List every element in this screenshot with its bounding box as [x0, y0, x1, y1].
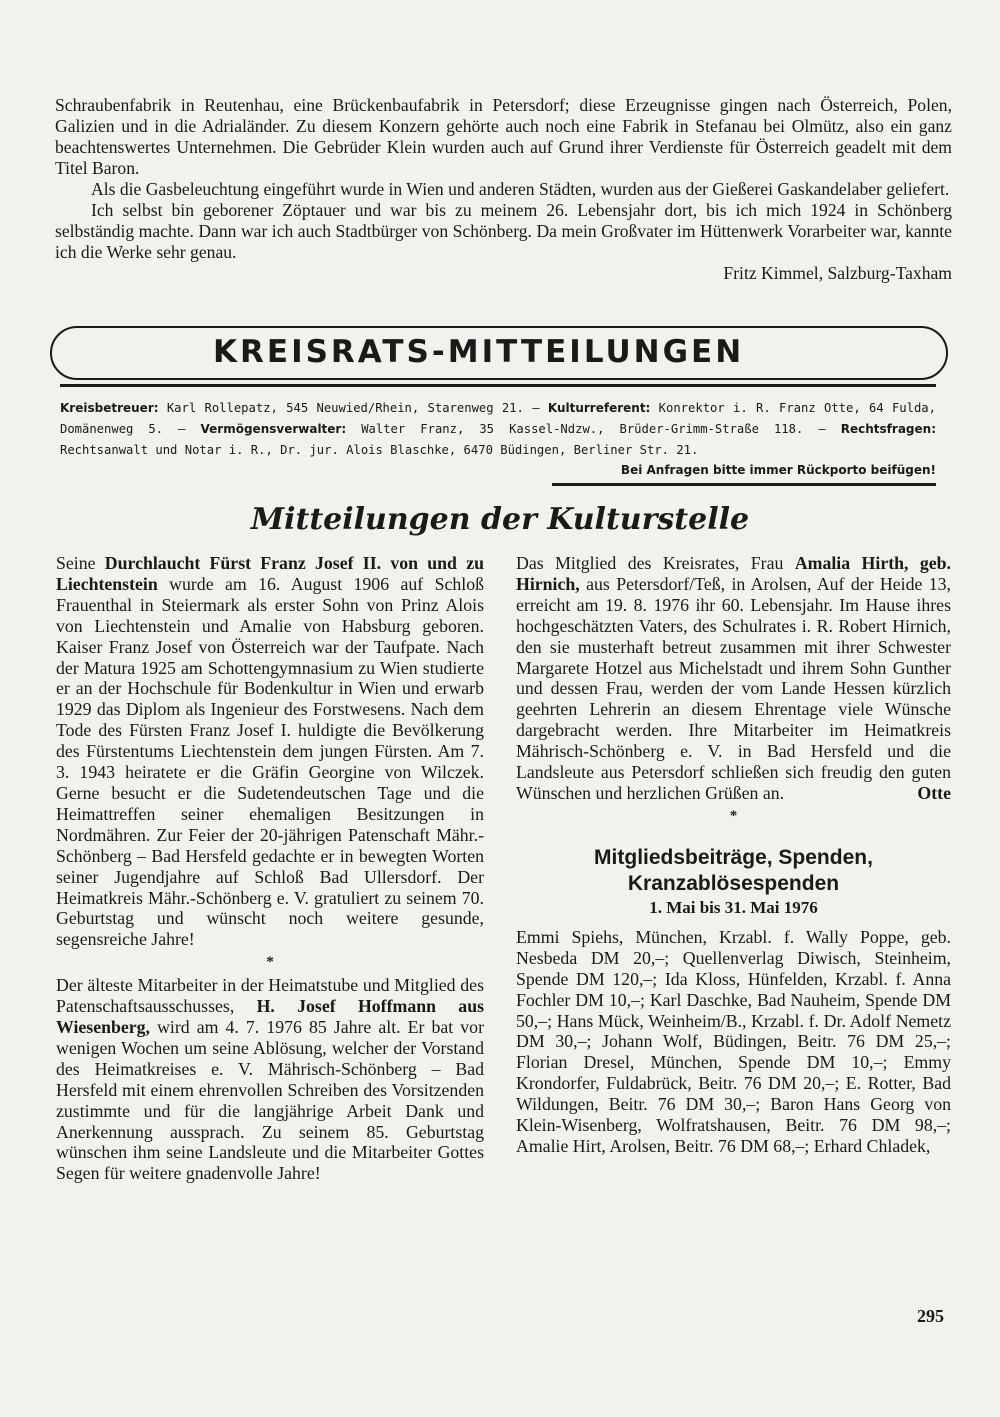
banner-title: KREISRATS-MITTEILUNGEN [213, 334, 745, 370]
article-bold: Durchlaucht Fürst Franz Josef II. von und zu Liechtenstein [56, 553, 485, 594]
right-column [516, 553, 951, 1157]
intro-signature: Fritz Kimmel, Salzburg-Taxham [723, 263, 952, 283]
donations-list: Emmi Spiehs, München, Krzabl. f. Wally Poppe, geb. Nesbeda DM 20,–; Quellenverlag Diwisch, Steinheim, Spende DM 120,–; Ida Kloss, Hünfelden, Krzabl. f. Anna Fochler DM 10,–; Karl Daschke, Bad Nauheim, Spende DM 50,–; Hans Mück, Weinheim/B., Krzabl. f. Dr. Adolf Nemetz DM 30,–; Johann Wolf, Büdingen, Beitr. 76 DM 25,–; Florian Dresel, München, Spende DM 10,–; Emmy Krondorfer, Fuldabrück, Beitr. 76 DM 20,–; E. Rotter, Bad Wildungen, Beitr. 76 DM 30,–; Baron Hans Georg von Klein-Wisenberg, Wolfratshausen, Beitr. 76 DM 98,–; Amalie Hirt, Arolsen, Beitr. 76 DM 68,–; Erhard Chladek, [516, 926, 951, 1156]
porto-note: Bei Anfragen bitte immer Rückporto beifügen! [620, 463, 936, 477]
contact-verm: Walter Franz, 35 Kassel-Ndzw., Brüder-Grimm-Straße 118. – [346, 422, 841, 436]
article-text: aus Petersdorf/Teß, in Arolsen, Auf der Heide 13, erreicht am 19. 8. 1976 ihr 60. Lebensjahr. Im Hause ihres hochgeschätzten Vaters, des Schulrates i. R. Robert Hirnich, den sie musterhaft betreut zusammen mit ihrer Schwester Margarete Hotzel aus Michelstadt und ihrem Sohn Gunther und dessen Frau, werden der vom Lande Hessen kürzlich geehrten Lehrerin an diesem Ehrentage viele Wünsche dargebracht werden. Ihre Mitarbeiter im Heimatkreis Mährisch-Schönberg e. V. in Bad Hersfeld und die Landsleute aus Petersdorf schließen sich freudig den guten Wünschen und herzlichen Grüßen an. [516, 573, 951, 803]
intro-paragraph-1: Schraubenfabrik in Reutenhau, eine Brückenbaufabrik in Petersdorf; diese Erzeugnisse gingen nach Österreich, Polen, Galizien und in die Adrialänder. Zu diesem Konzern gehörte auch noch eine Fabrik in Stefanau bei Olmütz, also ein ganz beachtenswertes Unternehmen. Die Gebrüder Klein wurden auch auf Grund ihrer Verdienste für Österreich geadelt mit dem Titel Baron. [55, 95, 952, 178]
article-bold: Amalia Hirth, geb. Hirnich, [516, 553, 951, 594]
article-text: wurde am 16. August 1906 auf Schloß Frauenthal in Steiermark als erster Sohn von Prinz Alois von Liechtenstein und Amalie von Habsburg geboren. Kaiser Franz Josef von Österreich war der Taufpate. Nach der Matura 1925 am Schottengymnasium zu Wien studierte er an der Hochschule für Bodenkultur in Wien und erwarb 1929 das Diplom als Ingenieur des Forstwesens. Nach dem Tode des Fürsten Franz Josef I. huldigte die Bevölkerung des Fürstentums Liechtenstein dem jungen Fürsten. Am 7. 3. 1943 heiratete er die Gräfin Georgine von Wilczek. Gerne besucht er die Sudetendeutschen Tage und die Heimattreffen seiner ehemaligen Besitzungen in Nordmähren. Zur Feier der 20-jährigen Patenschaft Mähr.-Schönberg – Bad Hersfeld gedachte er in bewegten Worten seiner Jugendjahre auf Schloß Bad Ullersdorf. Der Heimatkreis Mähr.-Schönberg e. V. gratuliert zu seinem 70. Geburtstag und wünscht noch weitere gesunde, segensreiche Jahre! [56, 573, 484, 950]
donations-period: 1. Mai bis 31. Mai 1976 [649, 897, 818, 917]
intro-paragraph-2: Als die Gasbeleuchtung eingeführt wurde in Wien und anderen Städten, wurden aus der Gießerei Gaskandelaber geliefert. [91, 179, 950, 199]
contacts-block [60, 398, 936, 461]
article-text: Seine [56, 553, 105, 573]
section-title: Mitteilungen der Kulturstelle [250, 502, 750, 537]
article-hoffmann [56, 975, 484, 1184]
donations-heading-line-2: Kranzablösespenden [627, 871, 840, 895]
article-text: wird am 4. 7. 1976 85 Jahre alt. Er bat vor wenigen Wochen um seine Ablösung, welcher der Vorstand des Heimatkreises e. V. Mährisch-Schönberg – Bad Hersfeld mit einem ehrenvollen Schreiben des Vorsitzenden zustimmte und für die langjährige Arbeit Dank und Anerkennung aussprach. Zu seinem 85. Geburtstag wünschen ihm seine Landsleute und die Mitarbeiter Gottes Segen für weitere gnadenvolle Jahre! [56, 1017, 484, 1184]
article-bold: H. Josef Hoffmann aus Wiesenberg, [56, 996, 485, 1038]
contact-kultur: Konrektor i. R. Franz Otte, 64 Fulda, Domänenweg 5. – [60, 401, 936, 436]
intro-text [55, 95, 952, 284]
page-number: 295 [917, 1306, 944, 1326]
donations-heading-line-1: Mitgliedsbeiträge, Spenden, [594, 845, 873, 869]
separator-star: * [729, 807, 738, 824]
porto-rule [552, 483, 936, 486]
contact-label-kultur: Kulturreferent: [547, 401, 651, 415]
left-column [56, 553, 484, 1184]
article-text: Der älteste Mitarbeiter in der Heimatstube und Mitglied des Patenschaftsausschusses, [56, 975, 484, 1017]
article-hirth [516, 553, 951, 804]
contact-betreuer: Karl Rollepatz, 545 Neuwied/Rhein, Starenweg 21. – [158, 401, 548, 415]
banner-rule [60, 384, 936, 387]
donations-heading [516, 845, 951, 897]
contact-label-betreuer: Kreisbetreuer: [60, 401, 159, 415]
article-signature: Otte [917, 782, 951, 803]
contact-label-recht: Rechtsfragen: [840, 422, 936, 436]
article-text: Das Mitglied des Kreisrates, Frau [516, 553, 795, 573]
separator-star: * [266, 954, 274, 971]
contact-label-verm: Vermögensverwalter: [200, 422, 347, 436]
intro-paragraph-3: Ich selbst bin geborener Zöptauer und war bis zu meinem 26. Lebensjahr dort, bis ich mich 1924 in Schönberg selbständig machte. Dann war ich auch Stadtbürger von Schönberg. Da mein Großvater im Hüttenwerk Vorarbeiter war, kannte ich die Werke sehr genau. [55, 200, 952, 262]
article-liechtenstein [56, 553, 484, 950]
contact-recht: Rechtsanwalt und Notar i. R., Dr. jur. Alois Blaschke, 6470 Büdingen, Berliner Str. 21. [60, 443, 699, 457]
